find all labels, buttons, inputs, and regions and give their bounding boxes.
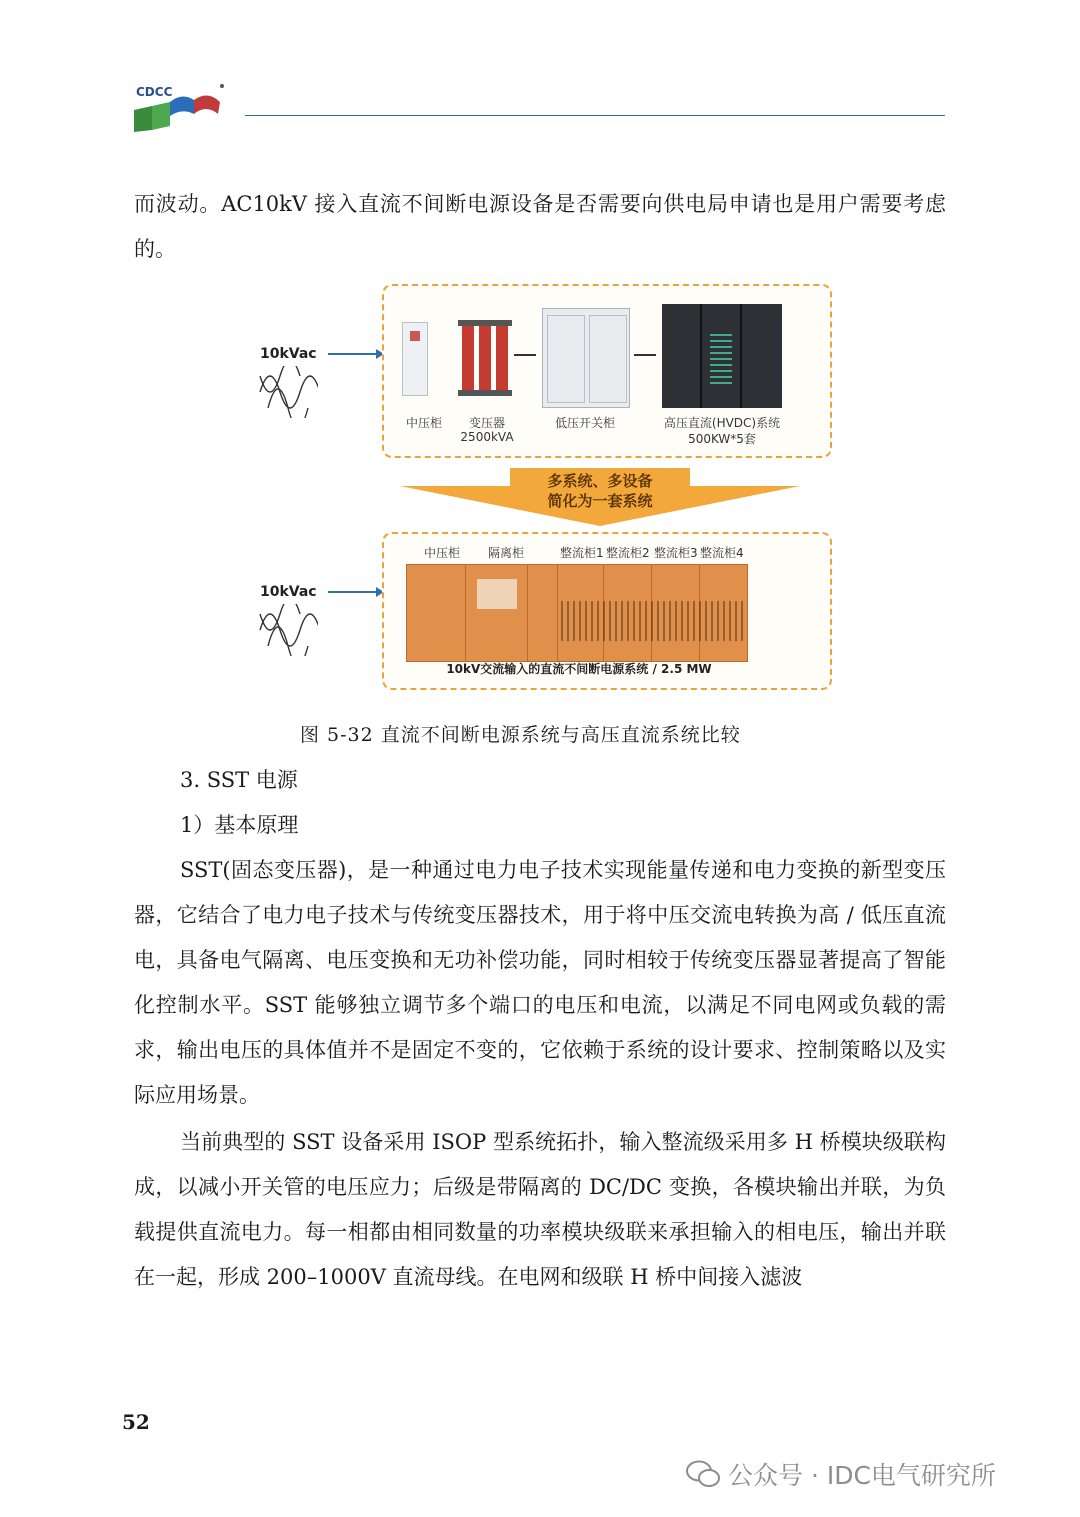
bottom-system-panel xyxy=(382,532,832,690)
paragraph-3 xyxy=(134,1120,946,1300)
label-mv-cabinet: 中压柜 xyxy=(405,416,442,430)
label-transformer: 变压器 xyxy=(468,416,505,430)
wechat-icon xyxy=(686,1460,720,1488)
label-lv-switchgear: 低压开关柜 xyxy=(554,416,615,430)
input-label-bottom: 10kVac xyxy=(260,584,317,600)
arrow-text-line2: 简化为一套系统 xyxy=(547,492,653,510)
transformer-image xyxy=(458,316,512,396)
comparison-figure xyxy=(250,280,840,695)
flow-arrow-1 xyxy=(514,354,536,356)
watermark-text: 公众号 · IDC电气研究所 xyxy=(728,1461,996,1490)
label-b-mv: 中压柜 xyxy=(424,546,461,560)
arrow-text-line1: 多系统、多设备 xyxy=(547,472,653,490)
label-hvdc-rating: 500KW*5套 xyxy=(688,432,756,446)
section-heading: 3. SST 电源 xyxy=(180,768,298,792)
label-b-r4: 整流柜4 xyxy=(700,546,744,560)
arrow-icon-bottom xyxy=(328,586,384,598)
label-b-iso: 隔离柜 xyxy=(488,546,525,560)
dc-ups-cabinet-image xyxy=(406,564,748,662)
paragraph-1-text: 而波动。AC10kV 接入直流不间断电源设备是否需要向供电局申请也是用户需要考虑的。 xyxy=(134,192,946,261)
input-label-top: 10kVac xyxy=(260,346,317,362)
mv-cabinet-image xyxy=(402,322,428,396)
hvdc-system-image xyxy=(662,304,782,408)
label-b-r1: 整流柜1 xyxy=(560,546,604,560)
bottom-system-caption: 10kV交流输入的直流不间断电源系统 / 2.5 MW xyxy=(446,662,712,676)
label-b-r3: 整流柜3 xyxy=(654,546,698,560)
label-hvdc: 高压直流(HVDC)系统 xyxy=(663,416,781,430)
ac-waveform-icon-bottom xyxy=(258,604,318,656)
header-rule xyxy=(245,115,945,116)
cdcc-logo xyxy=(130,72,230,134)
paragraph-2-text: SST(固态变压器)，是一种通过电力电子技术实现能量传递和电力变换的新型变压器，它结合了电力电子技术与传统变压器技术，用于将中压交流电转换为高 / 低压直流电，具备电气隔离、电压变换和无功补偿功能，同时相较于传统变压器显著提高了智能化控制水平。SST 能够独立调节多个端口的电压和电流，以满足不同电网或负载的需求，输出电压的具体值并不是固定不变的，它依赖于系统的设计要求、控制策略以及实际应用场景。 xyxy=(134,858,946,1107)
paragraph-1 xyxy=(134,182,946,272)
label-transformer-rating: 2500kVA xyxy=(460,430,514,444)
top-system-panel xyxy=(382,284,832,458)
paragraph-3-text: 当前典型的 SST 设备采用 ISOP 型系统拓扑，输入整流级采用多 H 桥模块级联构成，以减小开关管的电压应力；后级是带隔离的 DC/DC 变换，各模块输出并联，为负载提供直流电力。每一相都由相同数量的功率模块级联来承担输入的相电压，输出并联在一起，形成 200–1000V 直流母线。在电网和级联 H 桥中间接入滤波 xyxy=(134,1130,946,1289)
arrow-icon-top xyxy=(328,348,384,360)
flow-arrow-2 xyxy=(634,354,656,356)
figure-caption: 图 5-32 直流不间断电源系统与高压直流系统比较 xyxy=(300,724,741,746)
paragraph-2 xyxy=(134,848,946,1118)
page-number: 52 xyxy=(122,1410,150,1434)
ac-waveform-icon-top xyxy=(258,366,318,418)
subsection-heading: 1）基本原理 xyxy=(180,813,299,837)
lv-switchgear-image xyxy=(542,308,630,408)
logo-text: CDCC xyxy=(136,85,173,99)
label-b-r2: 整流柜2 xyxy=(606,546,650,560)
